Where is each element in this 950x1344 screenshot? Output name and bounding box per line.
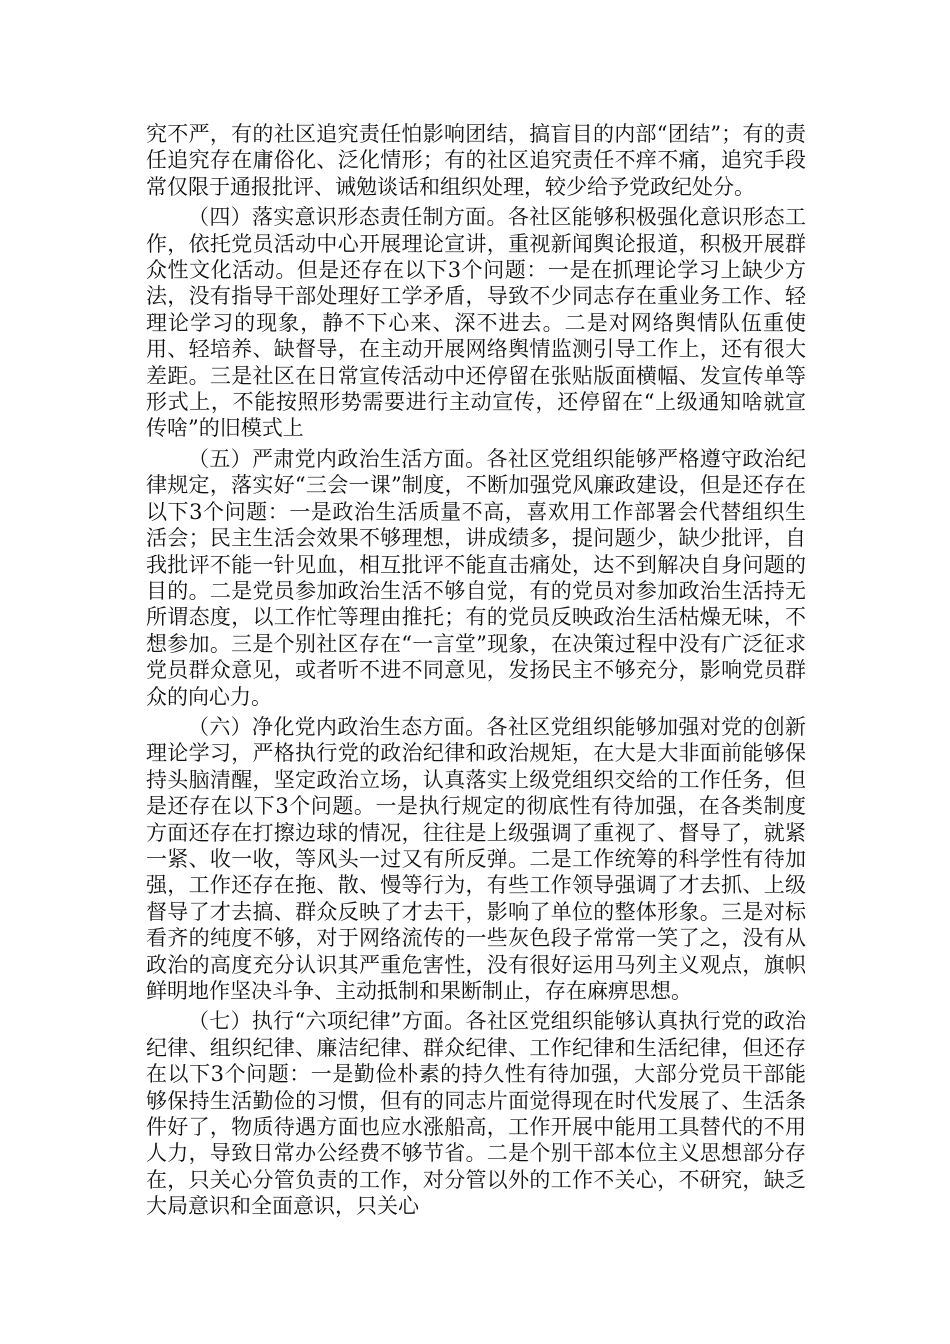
paragraph-continued: 究不严，有的社区追究责任怕影响团结，搞盲目的内部“团结”；有的责任追究存在庸俗化、泛化情形；有的社区追究责任不痒不痛，追究手段常仅限于通报批评、诫勉谈话和组织处理，较少给予党政纪处分。 bbox=[146, 122, 806, 199]
paragraph-section-7: （七）执行“六项纪律”方面。各社区党组织能够认真执行党的政治纪律、组织纪律、廉洁纪律、群众纪律、工作纪律和生活纪律，但还存在以下3个问题：一是勤俭朴素的持久性有待加强，大部分党员干部能够保持生活勤俭的习惯，但有的同志片面觉得现在时代发展了、生活条件好了，物质待遇方面也应水涨船高，工作开展中能用工具替代的不用人力，导致日常办公经费不够节省。二是个别干部本位主义思想部分存在，只关心分管负责的工作，对分管以外的工作不关心，不研究，缺乏大局意识和全面意识，只关心 bbox=[146, 1009, 806, 1219]
document-body bbox=[146, 121, 806, 1224]
paragraph-section-4: （四）落实意识形态责任制方面。各社区能够积极强化意识形态工作，依托党员活动中心开展理论宣讲，重视新闻舆论报道，积极开展群众性文化活动。但是还存在以下3个问题：一是在抓理论学习上缺少方法，没有指导干部处理好工学矛盾，导致不少同志存在重业务工作、轻理论学习的现象，静不下心来、深不进去。二是对网络舆情队伍重使用、轻培养、缺督导，在主动开展网络舆情监测引导工作上，还有很大差距。三是社区在日常宣传活动中还停留在张贴版面横幅、发宣传单等形式上，不能按照形势需要进行主动宣传，还停留在“上级通知啥就宣传啥”的旧模式上 bbox=[146, 205, 806, 441]
paragraph-section-5: （五）严肃党内政治生活方面。各社区党组织能够严格遵守政治纪律规定，落实好“三会一课”制度，不断加强党风廉政建设，但是还存在以下3个问题：一是政治生活质量不高，喜欢用工作部署会代替组织生活会；民主生活会效果不够理想，讲成绩多，提问题少，缺少批评，自我批评不能一针见血，相互批评不能直击痛处，达不到解决自身问题的目的。二是党员参加政治生活不够自觉，有的党员对参加政治生活持无所谓态度，以工作忙等理由推托；有的党员反映政治生活枯燥无味，不想参加。三是个别社区存在“一言堂”现象，在决策过程中没有广泛征求党员群众意见，或者听不进不同意见，发扬民主不够充分，影响党员群众的向心力。 bbox=[146, 446, 806, 709]
paragraph-section-6: （六）净化党内政治生态方面。各社区党组织能够加强对党的创新理论学习，严格执行党的政治纪律和政治规矩，在大是大非面前能够保持头脑清醒，坚定政治立场，认真落实上级党组织交给的工作任务，但是还存在以下3个问题。一是执行规定的彻底性有待加强，在各类制度方面还存在打擦边球的情况，往往是上级强调了重视了、督导了，就紧一紧、收一收，等风头一过又有所反弹。二是工作统筹的科学性有待加强，工作还存在拖、散、慢等行为，有些工作领导强调了才去抓、上级督导了才去搞、群众反映了才去干，影响了单位的整体形象。三是对标看齐的纯度不够，对于网络流传的一些灰色段子常常一笑了之，没有从政治的高度充分认识其严重危害性，没有很好运用马列主义观点，旗帜鲜明地作坚决斗争、主动抵制和果断制止，存在麻痹思想。 bbox=[146, 714, 806, 1003]
